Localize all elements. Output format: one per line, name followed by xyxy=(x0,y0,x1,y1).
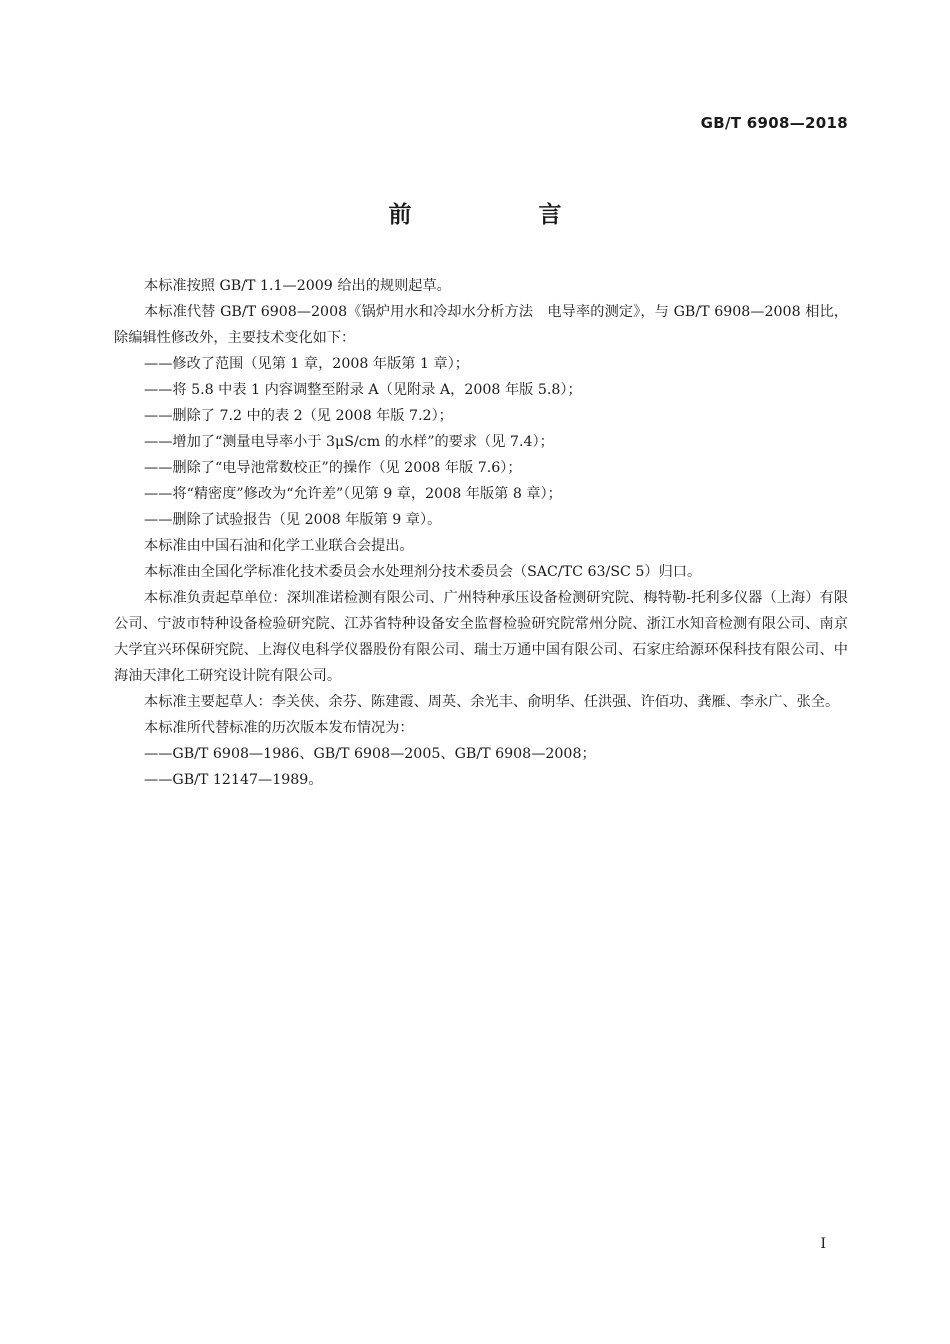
list-item-change: ——修改了范围（见第 1 章，2008 年版第 1 章）； xyxy=(144,356,469,372)
paragraph-replacement: 本标准代替 GB/T 6908—2008《锅炉用水和冷却水分析方法 电导率的测定》，与 GB/T 6908—2008 相比，除编辑性修改外，主要技术变化如下： xyxy=(114,304,848,346)
paragraph-drafting-units: 本标准负责起草单位：深圳准诺检测有限公司、广州特种承压设备检测研究院、梅特勒-托利多仪器（上海）有限公司、宁波市特种设备检验研究院、江苏省特种设备安全监督检验研究院常州分院、浙江水知音检测有限公司、南京大学宜兴环保研究院、上海仪电科学仪器股份有限公司、瑞士万通中国有限公司、石家庄给源环保科技有限公司、中海油天津化工研究设计院有限公司。 xyxy=(114,590,848,684)
list-item-change: ——将 5.8 中表 1 内容调整至附录 A（见附录 A，2008 年版 5.8）； xyxy=(144,382,582,398)
list-item-history: ——GB/T 12147—1989。 xyxy=(144,772,323,788)
paragraph-drafting-rules: 本标准按照 GB/T 1.1—2009 给出的规则起草。 xyxy=(144,278,451,294)
list-item-change: ——删除了 7.2 中的表 2（见 2008 年版 7.2）； xyxy=(144,408,453,424)
paragraph-history: 本标准所代替标准的历次版本发布情况为： xyxy=(144,720,414,736)
list-item-change: ——删除了试验报告（见 2008 年版第 9 章）。 xyxy=(144,512,442,528)
list-item-change: ——增加了“测量电导率小于 3μS/cm 的水样”的要求（见 7.4）； xyxy=(144,434,554,450)
document-body xyxy=(114,273,848,793)
page-title: 前 言 xyxy=(388,202,614,228)
page-number: I xyxy=(820,1236,826,1252)
paragraph-committee: 本标准由全国化学标准化技术委员会水处理剂分技术委员会（SAC/TC 63/SC 5）归口。 xyxy=(144,564,702,580)
standard-code: GB/T 6908—2018 xyxy=(700,114,848,132)
list-item-change: ——删除了“电导池常数校正”的操作（见 2008 年版 7.6）； xyxy=(144,460,522,476)
list-item-history: ——GB/T 6908—1986、GB/T 6908—2005、GB/T 6908—2008； xyxy=(144,746,596,762)
list-item-change: ——将“精密度”修改为“允许差”（见第 9 章，2008 年版第 8 章）； xyxy=(144,486,562,502)
paragraph-proposer: 本标准由中国石油和化学工业联合会提出。 xyxy=(144,538,414,554)
paragraph-drafters: 本标准主要起草人：李关侠、余芬、陈建霞、周英、余光丰、俞明华、任洪强、许佰功、龚雁、李永广、张全。 xyxy=(144,694,840,710)
